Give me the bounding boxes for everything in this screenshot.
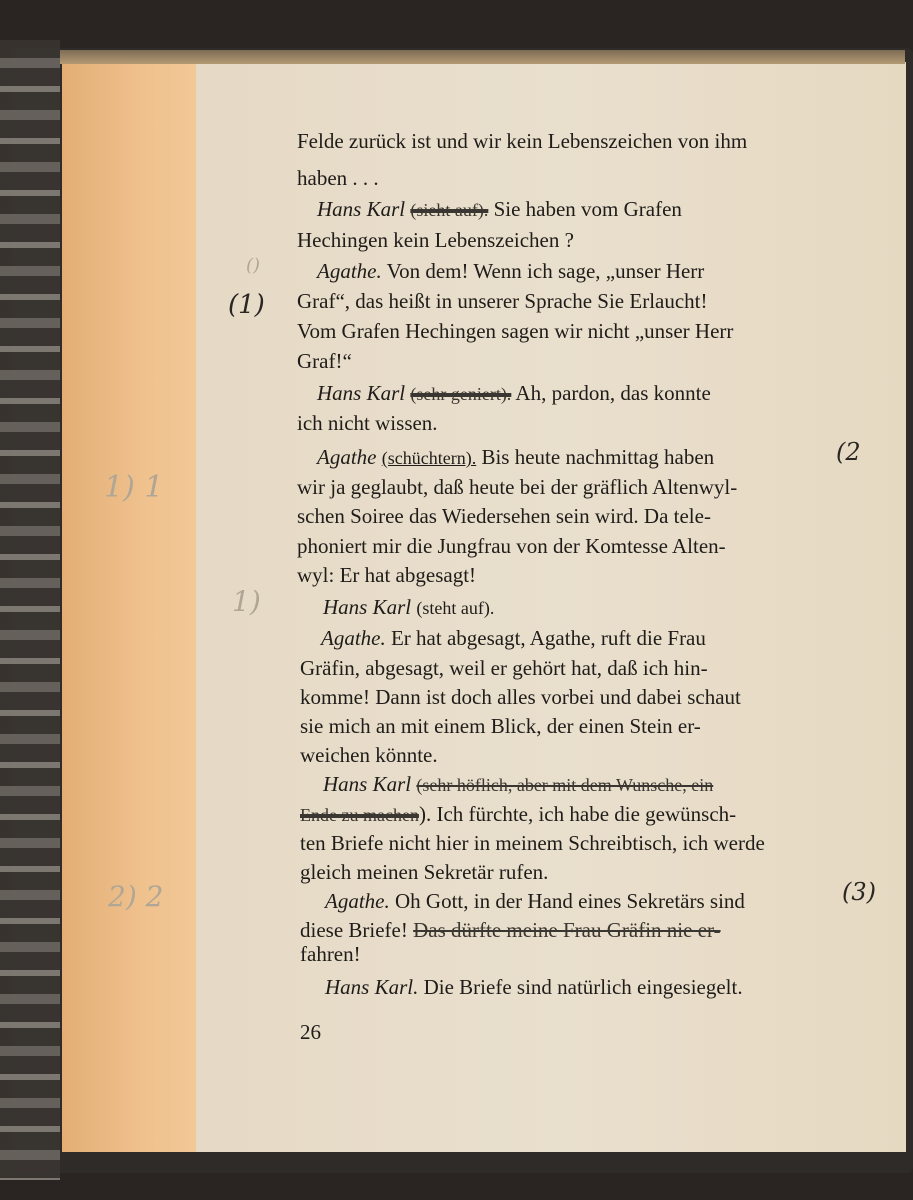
- speech-line: [317, 378, 711, 410]
- struck-direction: Ende zu machen: [300, 805, 419, 825]
- text-line: haben . . .: [297, 166, 379, 190]
- margin-note: (): [246, 255, 261, 276]
- stage-direction: (steht auf).: [416, 598, 495, 618]
- struck-text: fahren!: [300, 942, 361, 966]
- speech-line: [300, 799, 736, 831]
- speech-text: diese Briefe!: [300, 918, 408, 942]
- stage-direction: (schüchtern).: [381, 448, 477, 468]
- margin-note: (2: [836, 438, 861, 466]
- speaker-name: Hans Karl: [323, 772, 412, 796]
- speech-line: [323, 592, 494, 624]
- speech-text: Oh Gott, in der Hand eines Sekretärs sind: [394, 889, 745, 913]
- text-line: gleich meinen Sekretär rufen.: [300, 860, 549, 884]
- struck-text: Das dürfte meine Frau Gräfin nie er-: [413, 918, 721, 942]
- speaker-name: Agathe.: [317, 259, 382, 283]
- margin-note: 2) 2: [108, 880, 164, 913]
- text-line: phoniert mir die Jungfrau von der Komtesse Alten-: [297, 534, 726, 558]
- speech-text: Bis heute nachmittag haben: [481, 445, 715, 469]
- text-line: schen Soiree das Wiedersehen sein wird. Da tele-: [297, 504, 711, 528]
- speech-line: [325, 886, 745, 917]
- text-line: wyl: Er hat abgesagt!: [297, 563, 477, 587]
- margin-note: (1): [228, 290, 265, 320]
- speaker-name: Agathe.: [321, 626, 386, 650]
- page-number: 26: [300, 1020, 321, 1044]
- speech-line: [317, 194, 682, 226]
- text-line: Felde zurück ist und wir kein Lebenszeichen von ihm: [297, 129, 748, 153]
- text-line: Vom Grafen Hechingen sagen wir nicht „unser Herr: [297, 319, 734, 343]
- speech-line: [300, 915, 721, 946]
- speaker-name: Agathe: [317, 445, 377, 469]
- speech-line: [323, 769, 713, 801]
- speech-text: Die Briefe sind natürlich eingesiegelt.: [423, 975, 743, 999]
- speaker-name: Hans Karl: [317, 381, 406, 405]
- text-line: weichen könnte.: [300, 743, 438, 767]
- speaker-name: Hans Karl.: [325, 975, 419, 999]
- text-line: Graf!“: [297, 349, 352, 373]
- struck-direction: (sieht auf).: [410, 200, 489, 220]
- text-line: ten Briefe nicht hier in meinem Schreibtisch, ich werde: [300, 831, 765, 855]
- text-line: Hechingen kein Lebenszeichen ?: [297, 228, 574, 252]
- text-line: komme! Dann ist doch alles vorbei und dabei schaut: [300, 685, 741, 709]
- text-line: ich nicht wissen.: [297, 411, 438, 435]
- speech-line: [317, 442, 714, 474]
- struck-direction: (sehr geniert).: [410, 384, 512, 404]
- speech-text: ). Ich fürchte, ich habe die gewünsch-: [418, 802, 737, 826]
- page-edge-tint: [62, 62, 196, 1152]
- speaker-name: Agathe.: [325, 889, 390, 913]
- speech-line: [321, 623, 706, 654]
- speech-line: [317, 256, 704, 287]
- text-line: Gräfin, abgesagt, weil er gehört hat, daß ich hin-: [300, 656, 708, 680]
- speech-text: Von dem! Wenn ich sage, „unser Herr: [386, 259, 705, 283]
- text-line: Graf“, das heißt in unserer Sprache Sie Erlaucht!: [297, 289, 708, 313]
- speech-line: [325, 972, 743, 1003]
- speech-text: Sie haben vom Grafen: [493, 197, 682, 221]
- speech-text: Ah, pardon, das konnte: [515, 381, 711, 405]
- speech-text: Er hat abgesagt, Agathe, ruft die Frau: [390, 626, 706, 650]
- text-line: sie mich an mit einem Blick, der einen Stein er-: [300, 714, 701, 738]
- struck-direction: (sehr höflich, aber mit dem Wunsche, ein: [416, 775, 714, 795]
- margin-note: (3): [842, 878, 876, 906]
- margin-note: 1): [232, 585, 261, 618]
- page-top-edge: [60, 50, 905, 64]
- margin-note: 1) 1: [104, 470, 164, 505]
- text-line: wir ja geglaubt, daß heute bei der gräflich Altenwyl-: [297, 475, 738, 499]
- speaker-name: Hans Karl: [317, 197, 406, 221]
- book-spine: [0, 40, 60, 1180]
- speaker-name: Hans Karl: [323, 595, 412, 619]
